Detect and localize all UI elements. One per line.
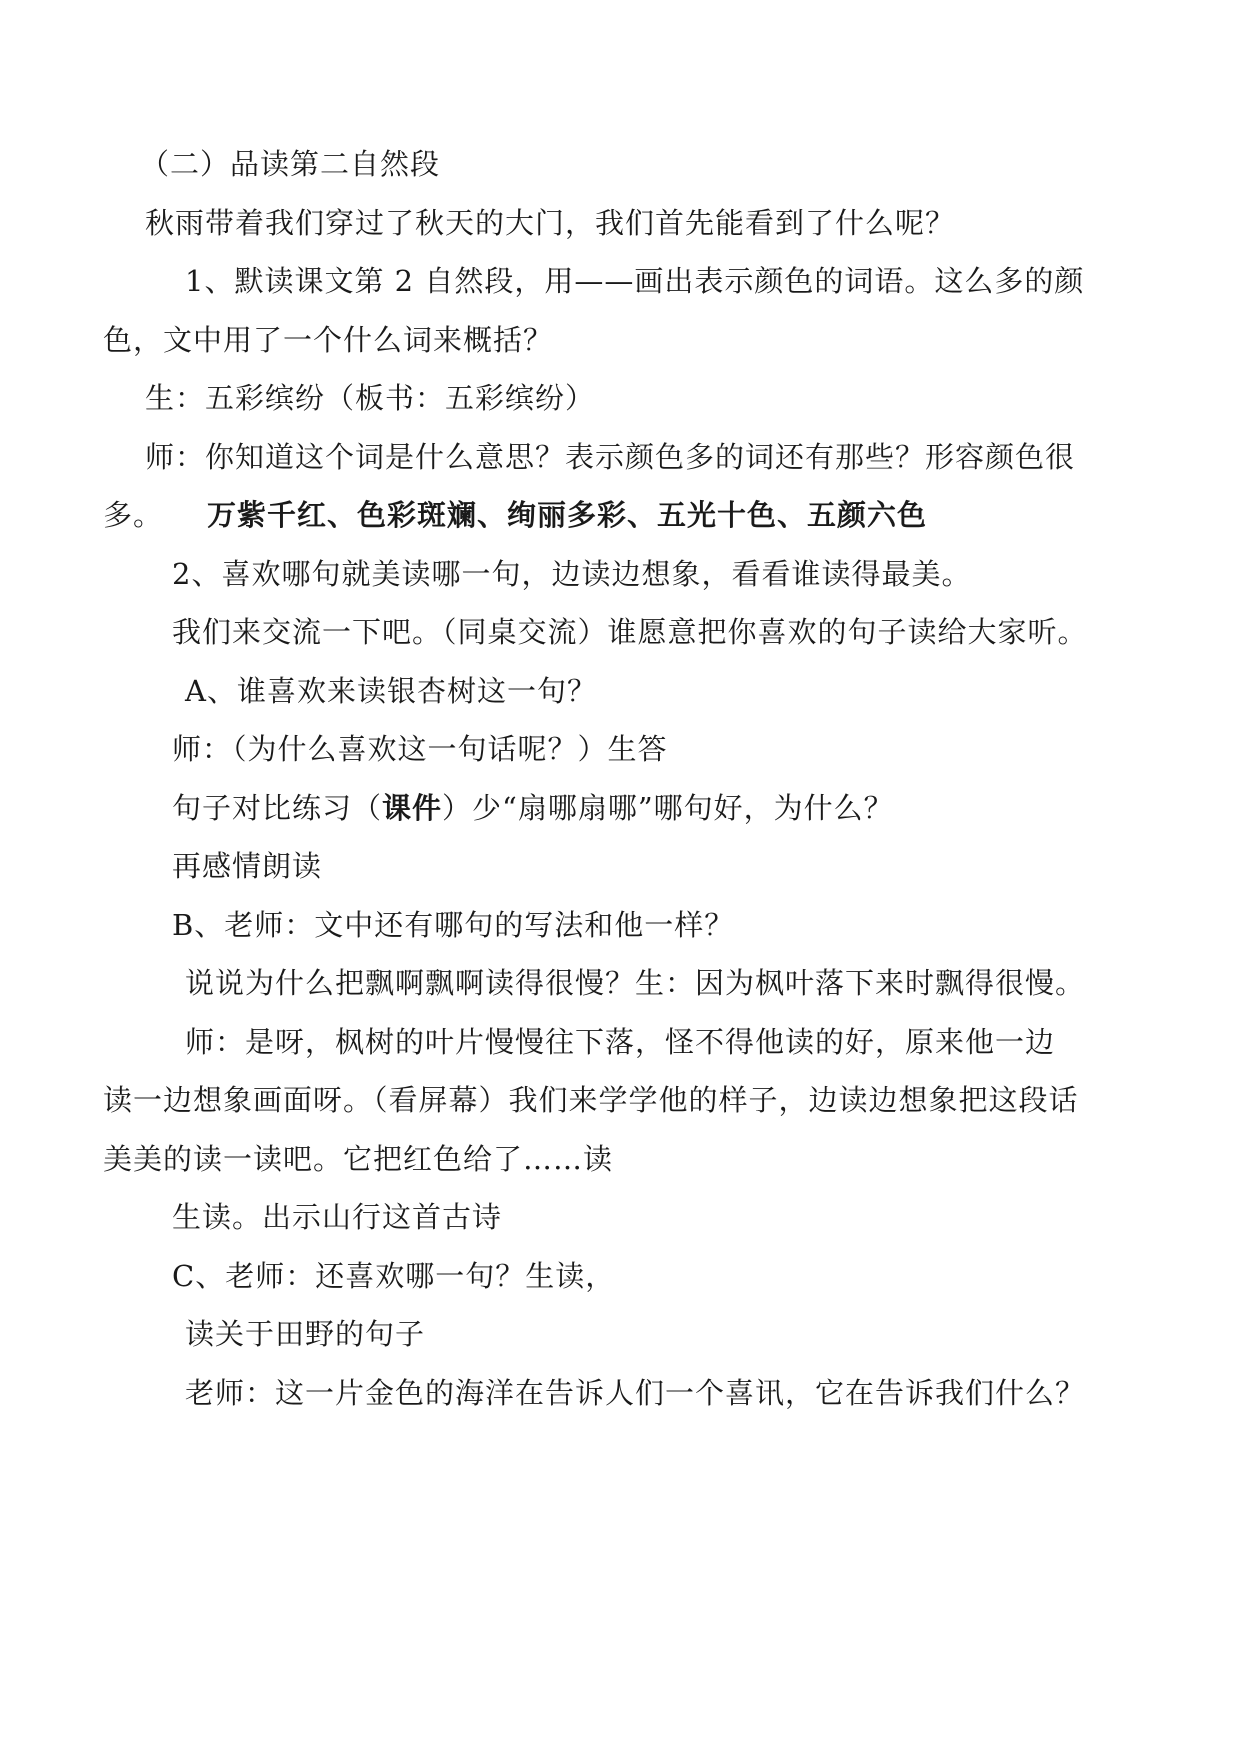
- paragraph-line: 美美的读一读吧。它把红色给了……读: [103, 1142, 614, 1176]
- bold-word-list: 万紫千红、色彩斑斓、绚丽多彩、五光十色、五颜六色: [207, 498, 928, 532]
- paragraph-line: 1、默读课文第 2 自然段，用——画出表示颜色的词语。这么多的颜: [185, 264, 1085, 298]
- paragraph-line: 我们来交流一下吧。（同桌交流）谁愿意把你喜欢的句子读给大家听。: [172, 615, 1088, 649]
- paragraph-line: 再感情朗读: [172, 849, 323, 883]
- paragraph-line: 师：是呀，枫树的叶片慢慢往下落，怪不得他读的好，原来他一边: [185, 1025, 1056, 1059]
- paragraph-line: [103, 495, 1113, 535]
- paragraph-line: [172, 788, 1182, 828]
- paragraph-text: 句子对比练习（: [172, 791, 383, 825]
- paragraph-line: 读关于田野的句子: [185, 1317, 426, 1351]
- paragraph-line: C、老师：还喜欢哪一句？生读，: [172, 1259, 616, 1293]
- paragraph-line: 秋雨带着我们穿过了秋天的大门，我们首先能看到了什么呢？: [145, 206, 956, 240]
- paragraph-text: ）少“扇哪扇哪”哪句好，为什么？: [442, 791, 894, 825]
- bold-courseware-label: 课件: [382, 791, 443, 825]
- paragraph-line: 2、喜欢哪句就美读哪一句，边读边想象，看看谁读得最美。: [172, 557, 972, 591]
- paragraph-line: A、谁喜欢来读银杏树这一句？: [185, 674, 597, 708]
- section-heading: （二）品读第二自然段: [140, 147, 441, 181]
- paragraph-line: 师：（为什么喜欢这一句话呢？）生答: [172, 732, 668, 766]
- paragraph-line: 色，文中用了一个什么词来概括？: [103, 323, 554, 357]
- paragraph-line: 读一边想象画面呀。（看屏幕）我们来学学他的样子，边读边想象把这段话: [103, 1083, 1079, 1117]
- paragraph-line: B、老师：文中还有哪句的写法和他一样？: [172, 908, 735, 942]
- paragraph-text: 多。: [103, 498, 164, 532]
- paragraph-line: 生：五彩缤纷（板书：五彩缤纷）: [145, 381, 596, 415]
- paragraph-line: 师：你知道这个词是什么意思？表示颜色多的词还有那些？形容颜色很: [145, 440, 1076, 474]
- paragraph-line: 说说为什么把飘啊飘啊读得很慢？生：因为枫叶落下来时飘得很慢。: [185, 966, 1086, 1000]
- paragraph-line: 老师：这一片金色的海洋在告诉人们一个喜讯，它在告诉我们什么？: [185, 1376, 1086, 1410]
- paragraph-line: 生读。出示山行这首古诗: [172, 1200, 503, 1234]
